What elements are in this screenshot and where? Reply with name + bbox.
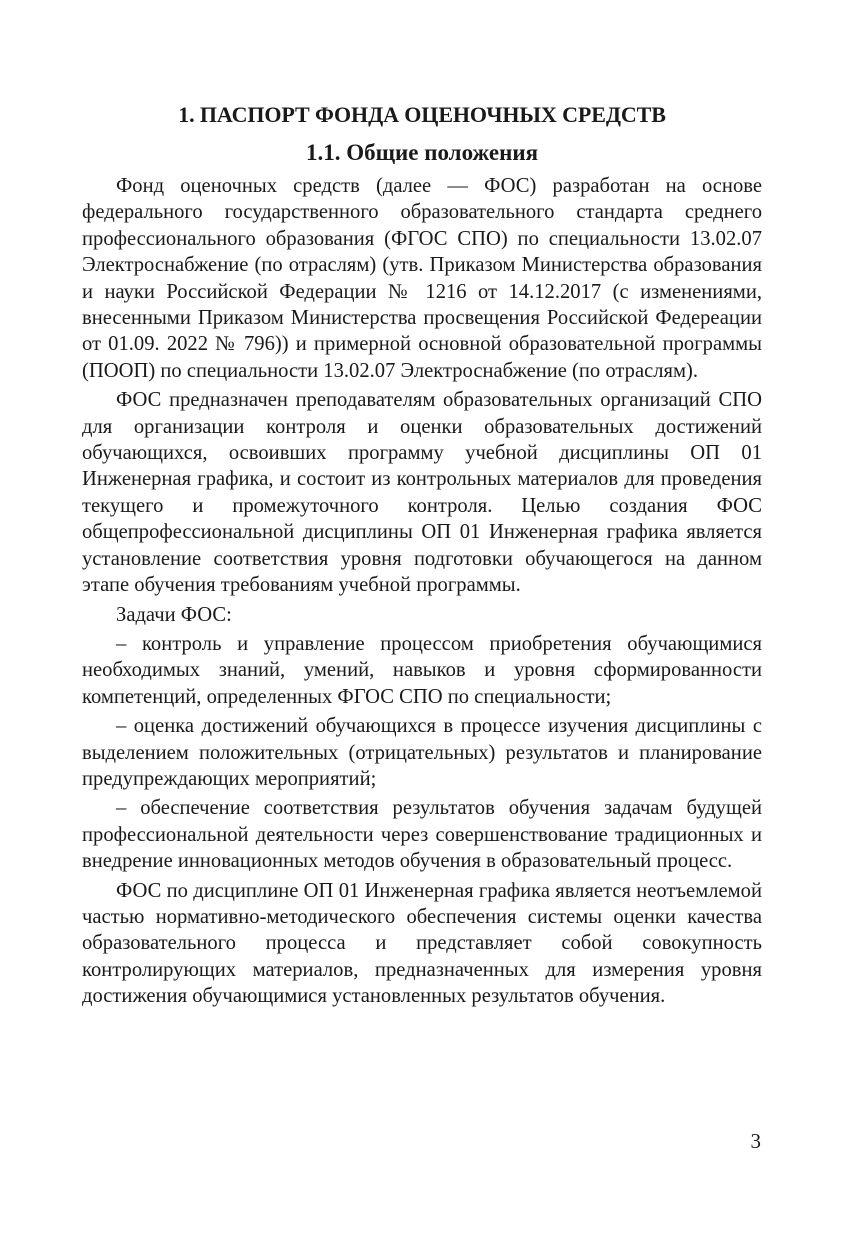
paragraph-task-3: – обеспечение соответствия результатов обучения задачам будущей профессиональной деятельности через совершенствование традиционных и внедрение инновационных методов обучения в образовательный процесс.	[82, 797, 762, 873]
paragraph-intro: Фонд оценочных средств (далее — ФОС) разработан на основе федерального государственного образовательного стандарта среднего профессионального образования (ФГОС СПО) по специальности 13.02.07 Электроснабжение (по отраслям) (утв. Приказом Министерства образования и науки Российской Федерации № 1216 от 14.12.2017 (с изменениями, внесенными Приказом Министерства просвещения Российской Федереации от 01.09. 2022 № 796)) и примерной основной образовательной программы (ПООП) по специальности 13.02.07 Электроснабжение (по отраслям).	[82, 175, 762, 382]
paragraph-conclusion: ФОС по дисциплине ОП 01 Инженерная графика является неотъемлемой частью нормативно-методического обеспечения системы оценки качества образовательного процесса и представляет собой совокупность контролирующих материалов, предназначенных для измерения уровня достижения обучающимися установленных результатов обучения.	[82, 879, 762, 1008]
section-heading: 1. ПАСПОРТ ФОНДА ОЦЕНОЧНЫХ СРЕДСТВ	[178, 102, 666, 127]
page-number: 3	[750, 1129, 761, 1153]
paragraph-task-1: – контроль и управление процессом приобретения обучающимися необходимых знаний, умений, навыков и уровня сформированности компетенций, определенных ФГОС СПО по специальности;	[82, 632, 762, 708]
paragraph-task-2: – оценка достижений обучающихся в процессе изучения дисциплины с выделением положительных (отрицательных) результатов и планирование предупреждающих мероприятий;	[82, 715, 762, 790]
subsection-heading: 1.1. Общие положения	[305, 140, 539, 165]
paragraph-tasks-heading: Задачи ФОС:	[116, 603, 232, 626]
paragraph-purpose: ФОС предназначен преподавателям образовательных организаций СПО для организации контроля и оценки образовательных достижений обучающихся, освоивших программу учебной дисциплины ОП 01 Инженерная графика, и состоит из контрольных материалов для проведения текущего и промежуточного контроля. Целью создания ФОС общепрофессиональной дисциплины ОП 01 Инженерная графика является установление соответствия уровня подготовки обучающегося на данном этапе обучения требованиям учебной программы.	[82, 389, 762, 597]
document-page	[82, 96, 762, 1010]
